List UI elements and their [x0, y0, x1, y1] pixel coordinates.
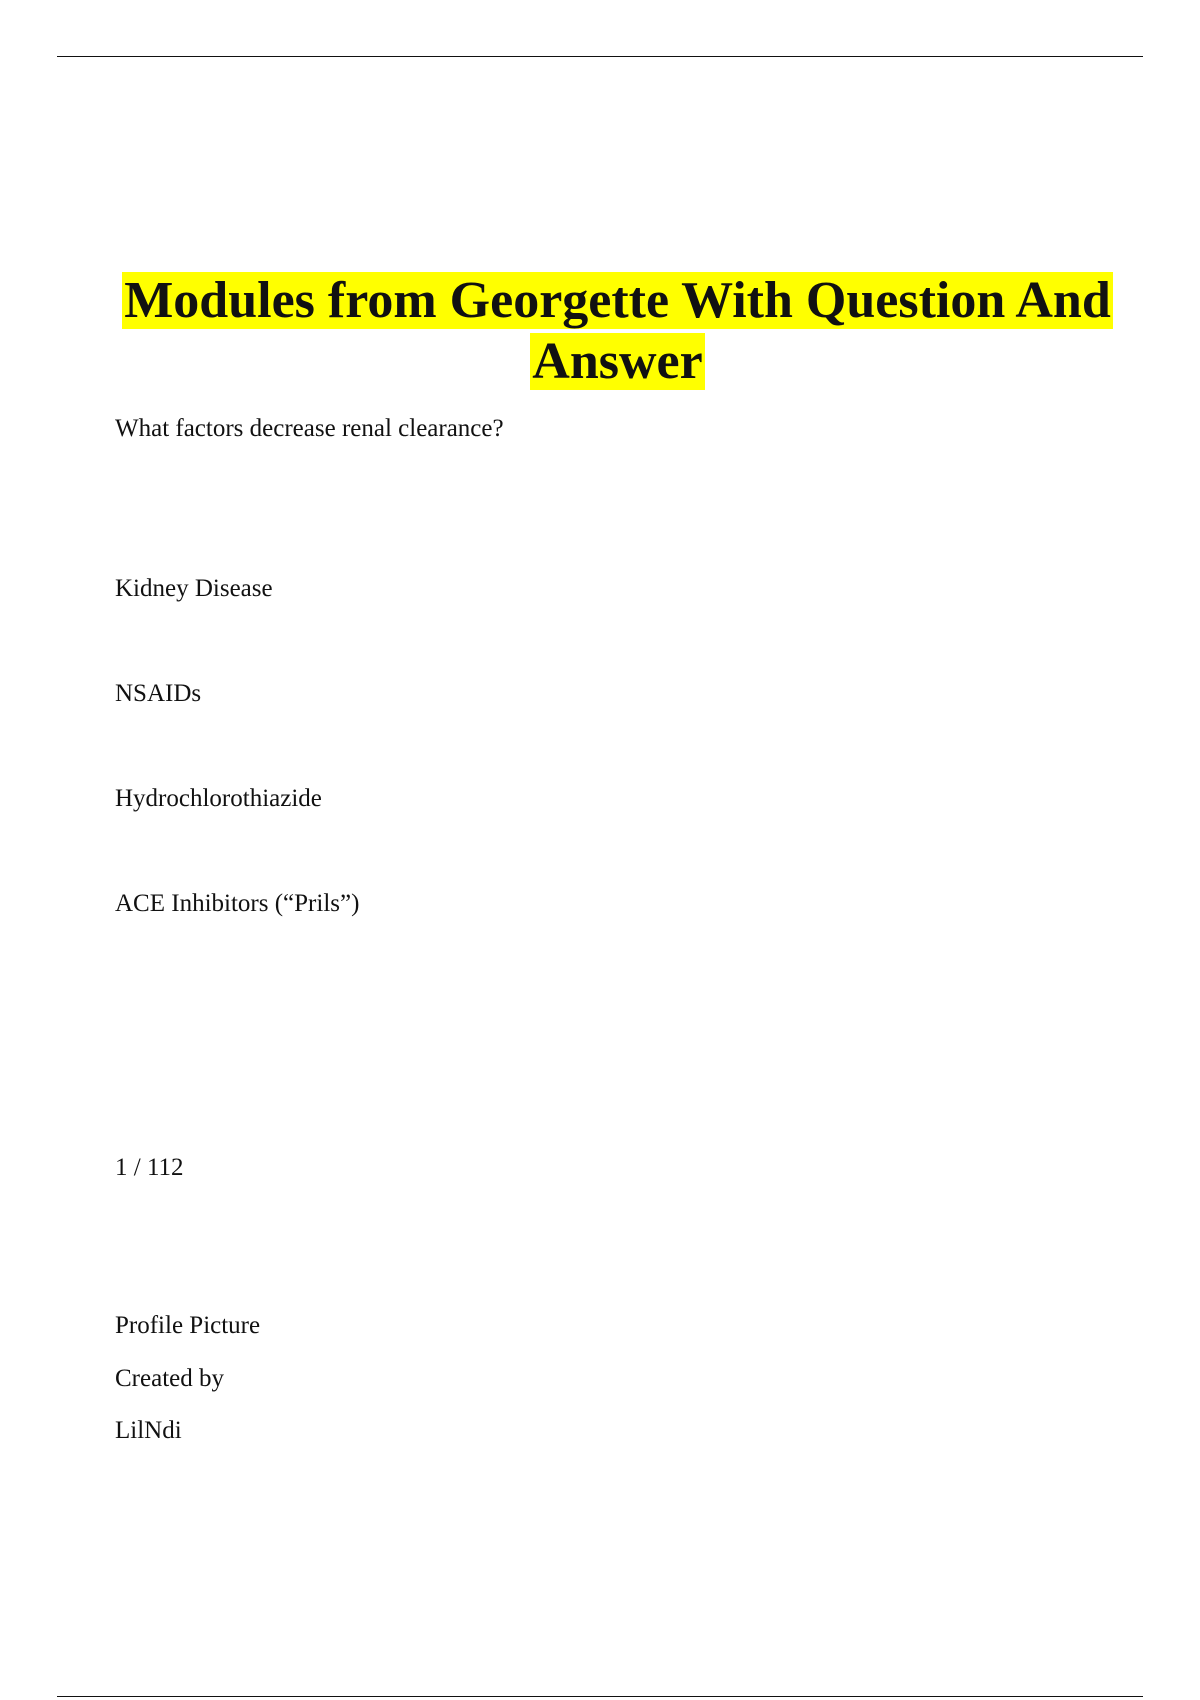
question-text: What factors decrease renal clearance?	[115, 415, 504, 442]
answer-item: Kidney Disease	[115, 575, 273, 602]
bottom-rule	[57, 1696, 1143, 1697]
answer-item: NSAIDs	[115, 680, 202, 707]
document-title	[110, 270, 1125, 392]
top-rule	[57, 56, 1143, 57]
answer-item: ACE Inhibitors (“Prils”)	[115, 890, 360, 917]
profile-picture-label: Profile Picture	[115, 1312, 261, 1339]
title-line-2: Answer	[532, 333, 703, 390]
page-indicator: 1 / 112	[115, 1154, 184, 1181]
title-line-1: Modules from Georgette With Question And	[124, 272, 1111, 329]
created-by-label: Created by	[115, 1365, 224, 1392]
answer-item: Hydrochlorothiazide	[115, 785, 322, 812]
author-name[interactable]: LilNdi	[115, 1417, 182, 1444]
